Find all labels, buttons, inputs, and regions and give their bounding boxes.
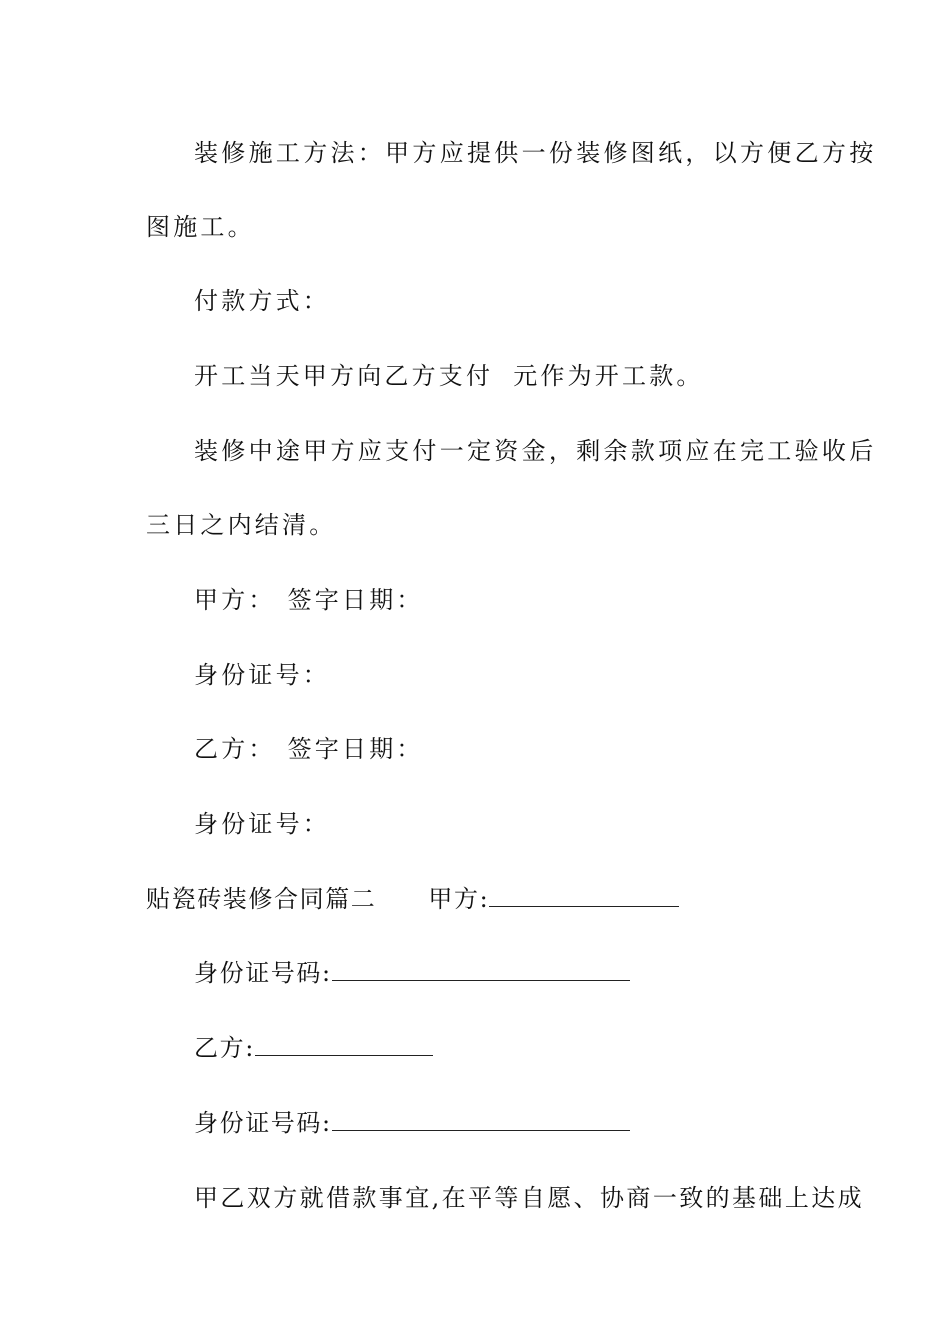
contract-two-heading-line <box>146 884 679 914</box>
party-a-id-blank <box>332 958 630 981</box>
party-a-id-label: 身份证号： <box>194 661 330 689</box>
paragraph-loan-agreement: 甲乙双方就借款事宜,在平等自愿、协商一致的基础上达成 <box>194 1184 865 1212</box>
payment-method-heading: 付款方式： <box>194 287 330 315</box>
party-b-sign-date-label: 签字日期： <box>287 735 424 763</box>
contract-two-party-b-label: 乙方: <box>194 1034 255 1062</box>
paragraph-construction-method: 装修施工方法：甲方应提供一份装修图纸，以方便乙方按 <box>194 139 877 167</box>
contract-two-party-a-id-line <box>194 958 630 988</box>
party-b-name-blank <box>255 1033 433 1056</box>
party-b-signature-line <box>194 734 424 764</box>
party-b-label: 乙方： <box>194 735 276 763</box>
party-a-signature-line <box>194 585 424 615</box>
paragraph-start-payment <box>194 361 704 391</box>
paragraph-midway-payment-cont: 三日之内结清。 <box>146 511 337 539</box>
contract-two-party-a-label: 甲方: <box>428 885 490 913</box>
contract-two-title: 贴瓷砖装修合同篇二 <box>146 885 377 913</box>
party-b-id-label: 身份证号： <box>194 810 330 838</box>
party-a-name-blank <box>489 884 679 907</box>
contract-two-party-a-id-label: 身份证号码: <box>194 959 332 987</box>
contract-two-party-b-id-line <box>194 1108 630 1138</box>
paragraph-construction-method-cont: 图施工。 <box>146 213 255 241</box>
contract-two-party-b-id-label: 身份证号码: <box>194 1109 332 1137</box>
start-payment-text: 开工当天甲方向乙方支付 <box>194 362 494 390</box>
party-a-sign-date-label: 签字日期： <box>287 586 424 614</box>
paragraph-midway-payment: 装修中途甲方应支付一定资金，剩余款项应在完工验收后 <box>194 437 877 465</box>
contract-two-party-b-line <box>194 1033 433 1063</box>
party-b-id-blank <box>332 1108 630 1131</box>
start-payment-text-end: 元作为开工款。 <box>513 362 704 390</box>
party-a-label: 甲方： <box>194 586 276 614</box>
